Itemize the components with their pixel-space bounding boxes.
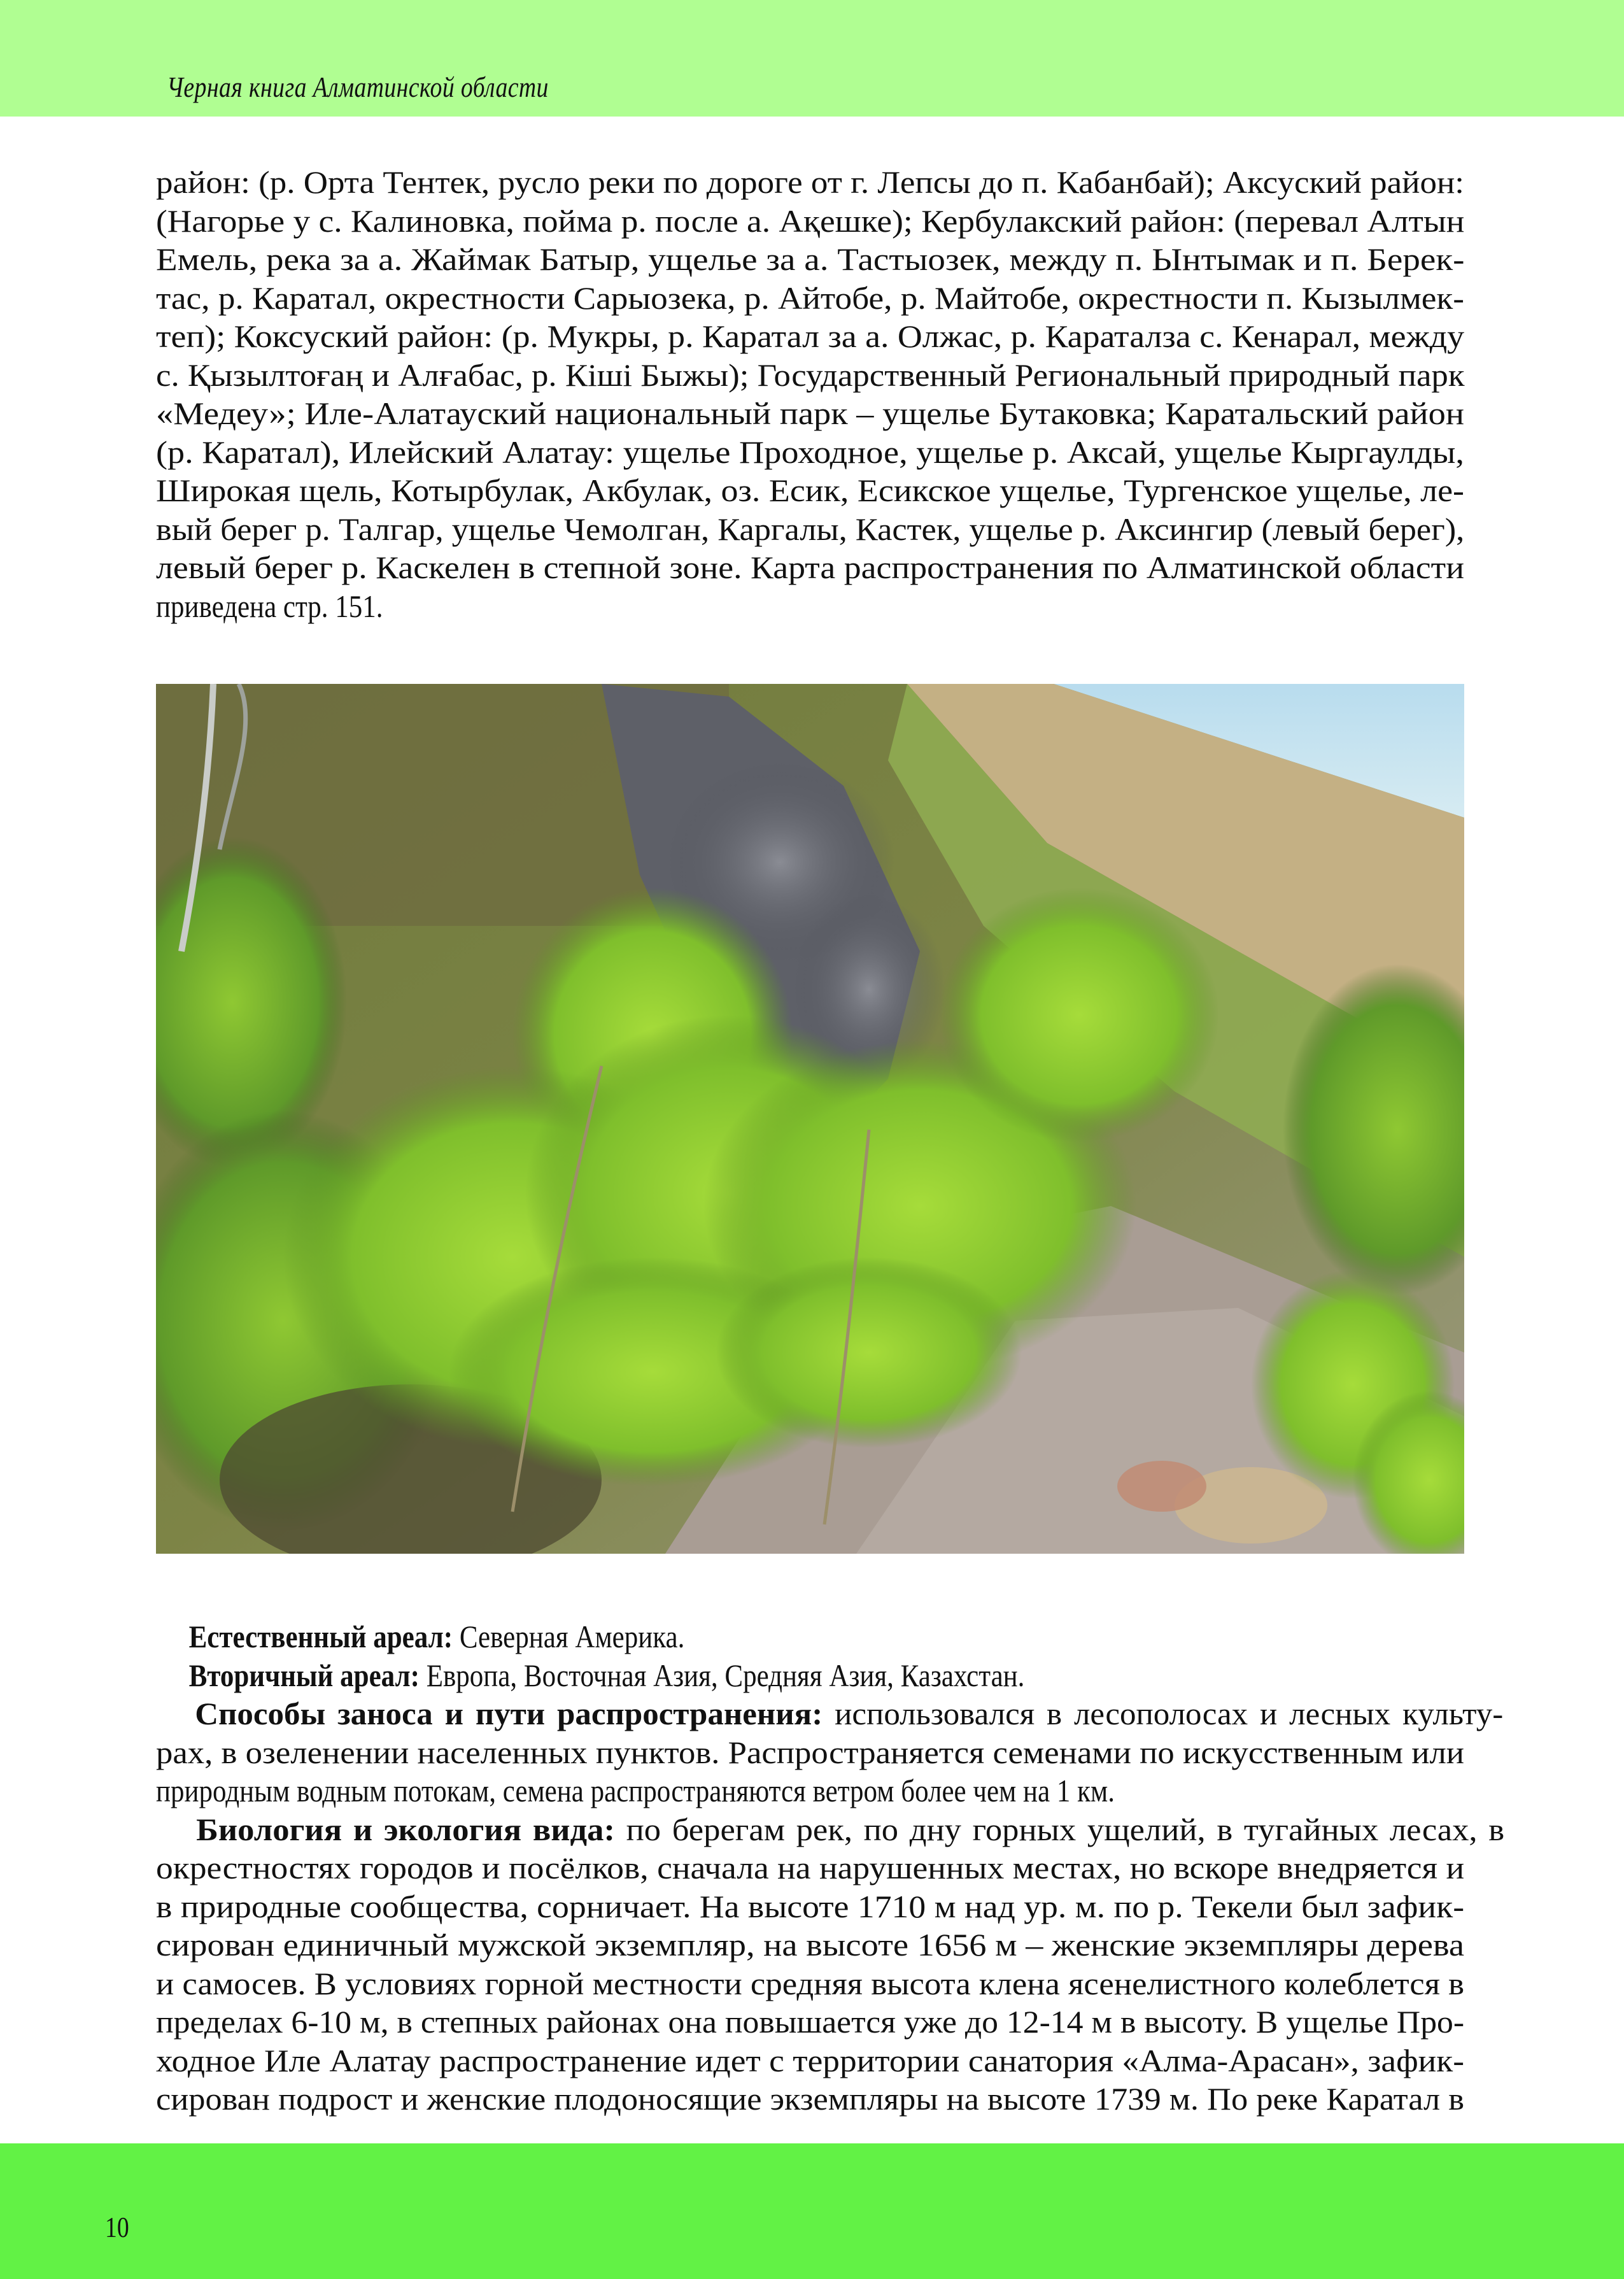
text-line: (р. Каратал), Илейский Алатау: ущелье Проходное, ущелье р. Аксай, ущелье Кыргаулды, <box>156 434 1464 470</box>
natural-range-line <box>156 1617 717 1656</box>
text-line: сирован единичный мужской экземпляр, на высоте 1656 м – женские экземпляры дерева <box>156 1927 1464 1963</box>
text-line: (Нагорье у с. Калиновка, пойма р. после а. Ақешке); Кербулакский район: (перевал Алтын <box>156 202 1465 239</box>
text-line: Широкая щель, Котырбулак, Акбулак, оз. Есик, Есикское ущелье, Тургенское ущелье, ле- <box>156 472 1464 508</box>
page-footer <box>0 2143 1624 2279</box>
text-line: в природные сообщества, сорничает. На высоте 1710 м над ур. м. по р. Текели был зафик- <box>156 1888 1465 1924</box>
text-line: пределах 6-10 м, в степных районах она повышается уже до 12-14 м в высоту. В ущелье Про- <box>156 2004 1465 2040</box>
text-line: ходное Иле Алатау распространение идет с территории санатория «Алма-Арасан», зафик- <box>156 2042 1464 2078</box>
text-line: район: (р. Орта Тентек, русло реки по дороге от г. Лепсы до п. Кабанбай); Аксуский район: <box>156 164 1464 200</box>
biology-line <box>156 1810 1504 1849</box>
text-line: рах, в озеленении населенных пунктов. Распространяется семенами по искусственным или <box>156 1734 1464 1770</box>
text-line: окрестностях городов и посёлков, сначала на нарушенных местах, но вскоре внедряется и <box>156 1850 1465 1885</box>
text-line: природным водным потокам, семена распространяются ветром более чем на 1 км. <box>156 1773 1115 1808</box>
text-line: и самосев. В условиях горной местности средняя высота клена ясенелистного колеблется в <box>156 1965 1465 2001</box>
introduction-text: использовался в лесополосах и лесных культу- <box>823 1696 1504 1731</box>
species-info <box>156 1617 1505 2119</box>
secondary-range-label: Вторичный ареал: <box>188 1657 420 1693</box>
text-line: вый берег р. Талгар, ущелье Чемолган, Каргалы, Кастек, ущелье р. Аксингир (левый берег), <box>156 511 1465 547</box>
species-photo <box>156 684 1464 1554</box>
text-line: Емель, река за а. Жаймак Батыр, ущелье за а. Тастыозек, между п. Ынтымак и п. Берек- <box>156 241 1465 277</box>
text-line: тас, р. Каратал, окрестности Сарыозека, р. Айтобе, р. Майтобе, окрестности п. Кызылмек- <box>156 280 1465 316</box>
text-line: приведена стр. 151. <box>156 588 383 624</box>
text-line: сирован подрост и женские плодоносящие экземпляры на высоте 1739 м. По реке Каратал в <box>156 2081 1464 2117</box>
photo-illustration <box>156 684 1464 1554</box>
natural-range-label: Естественный ареал: <box>188 1619 453 1654</box>
page-number: 10 <box>105 2211 129 2243</box>
secondary-range-value: Европа, Восточная Азия, Средняя Азия, Казахстан. <box>419 1657 1025 1693</box>
secondary-range-line <box>156 1656 1057 1695</box>
book-title: Черная книга Алматинской области <box>167 71 549 103</box>
text-line: левый берег р. Каскелен в степной зоне. Карта распространения по Алматинской области <box>156 550 1464 585</box>
text-line: «Медеу»; Иле-Алатауский национальный парк – ущелье Бутаковка; Каратальский район <box>156 395 1464 431</box>
text-line: теп); Коксуский район: (р. Мукры, р. Каратал за а. Олжас, р. Караталза с. Кенарал, между <box>156 318 1465 354</box>
running-header <box>0 0 1624 117</box>
text-line: с. Қызылтоғаң и Алғабас, р. Кіші Быжы); Государственный Региональный природный парк <box>156 357 1465 393</box>
biology-label: Биология и экология вида: <box>196 1811 615 1847</box>
natural-range-value: Северная Америка. <box>453 1619 685 1654</box>
distribution-paragraph <box>156 163 1464 625</box>
introduction-line <box>156 1694 1503 1733</box>
introduction-label: Способы заноса и пути распространения: <box>195 1696 823 1731</box>
biology-text: по берегам рек, по дну горных ущелий, в тугайных лесах, в <box>614 1811 1505 1847</box>
